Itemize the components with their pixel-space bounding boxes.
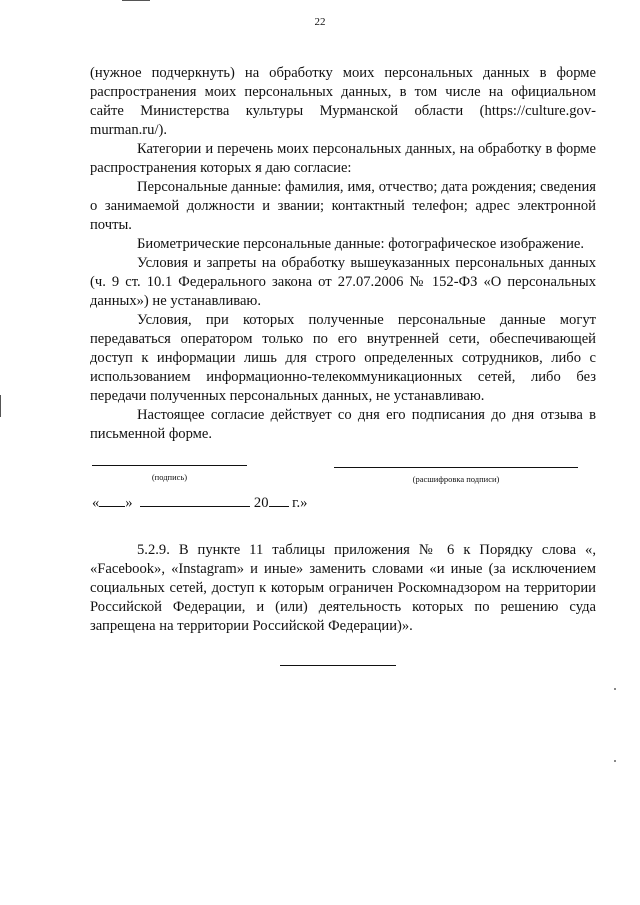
consent-paragraph-personal-data: Персональные данные: фамилия, имя, отчество; дата рождения; сведения о занимаемой должности и звании; контактный телефон; адрес электронной почты. bbox=[90, 179, 596, 233]
month-blank bbox=[140, 493, 250, 507]
consent-paragraph-categories: Категории и перечень моих персональных данных, на обработку в форме распространения которых я даю согласие: bbox=[90, 141, 596, 176]
year-prefix: 20 bbox=[253, 495, 269, 511]
signature-caption: (подпись) bbox=[151, 472, 188, 482]
end-rule bbox=[280, 665, 396, 666]
amendment-text bbox=[90, 541, 596, 636]
day-blank bbox=[99, 493, 125, 507]
signature-decoding-line bbox=[334, 467, 578, 468]
page-number: 22 bbox=[314, 16, 326, 28]
scan-dot bbox=[614, 688, 616, 690]
signature-line bbox=[92, 465, 247, 466]
consent-paragraph-transfer: Условия, при которых полученные персональные данные могут передаваться оператором только по его внутренней сети, обеспечивающей доступ к информации лишь для строго определенных сотрудников, либо с использованием информационно-телекоммуникационных сетей, либо без передачи полученных персональных данных, не устанавливаю. bbox=[90, 312, 596, 404]
date-line bbox=[92, 493, 307, 512]
consent-text bbox=[90, 64, 596, 444]
signature-decoding-caption: (расшифровка подписи) bbox=[412, 474, 500, 484]
scan-dot bbox=[614, 760, 616, 762]
scan-mark-top bbox=[122, 0, 150, 1]
year-suffix: г.» bbox=[292, 495, 308, 511]
scan-mark-left bbox=[0, 395, 1, 417]
consent-paragraph-biometric: Биометрические персональные данные: фотографическое изображение. bbox=[137, 236, 585, 252]
date-open-quote: « bbox=[92, 495, 100, 511]
consent-paragraph-validity: Настоящее согласие действует со дня его подписания до дня отзыва в письменной форме. bbox=[90, 407, 596, 442]
consent-paragraph-scope: (нужное подчеркнуть) на обработку моих персональных данных в форме распространения моих персональных данных, в том числе на официальном сайте Министерства культуры Мурманской области (https://culture.gov-murman.ru/). bbox=[90, 65, 596, 138]
consent-paragraph-restrictions: Условия и запреты на обработку вышеуказанных персональных данных (ч. 9 ст. 10.1 Федерального закона от 27.07.2006 № 152-ФЗ «О персональных данных») не устанавливаю. bbox=[90, 255, 596, 309]
year-blank bbox=[269, 493, 289, 507]
date-close-quote: » bbox=[125, 495, 133, 511]
amendment-paragraph: 5.2.9. В пункте 11 таблицы приложения № 6 к Порядку слова «, «Facebook», «Instagram» и иные» заменить словами «и иные (за исключением социальных сетей, доступ к которым ограничен Роскомнадзором на территории Российской Федерации, и (или) деятельность которых по решению суда запрещена на территории Российской Федерации)». bbox=[90, 542, 596, 634]
